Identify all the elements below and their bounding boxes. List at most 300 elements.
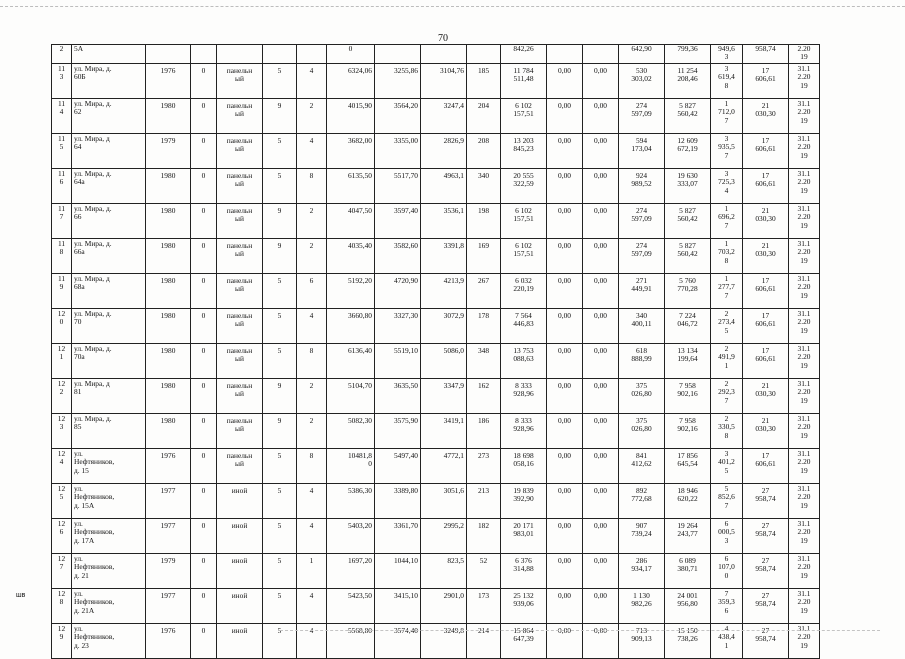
wall-material-cell: панельн ый [217, 168, 263, 203]
area-cell: 3419,1 [421, 413, 467, 448]
date-cell: 31.1 2.20 19 [789, 553, 820, 588]
cost-cell: 20 555 322,59 [501, 168, 547, 203]
residents-cell: 52 [467, 553, 501, 588]
value-cell: 1 130 982,26 [619, 588, 665, 623]
address-cell: ул. Мира, д. 70 [72, 308, 146, 343]
value-cell: 2 273,4 5 [711, 308, 743, 343]
table-cell [421, 45, 467, 64]
value-cell: 0,00 [547, 133, 583, 168]
wall-material-cell: панельн ый [217, 238, 263, 273]
value-cell: 7 224 046,72 [665, 308, 711, 343]
value-cell: 2 330,5 8 [711, 413, 743, 448]
address-cell: ул. Мира, д. 70а [72, 343, 146, 378]
area-cell: 3389,80 [375, 483, 421, 518]
entrances-cell: 8 [297, 448, 327, 483]
value-cell: 0,00 [583, 133, 619, 168]
table-row [52, 483, 820, 518]
area-cell: 5192,20 [327, 273, 375, 308]
value-cell: 5 760 770,28 [665, 273, 711, 308]
value-cell: 375 026,80 [619, 413, 665, 448]
value-cell: 19 630 333,07 [665, 168, 711, 203]
table-row [52, 553, 820, 588]
value-cell: 0,00 [583, 63, 619, 98]
date-cell: 31.1 2.20 19 [789, 273, 820, 308]
date-cell: 31.1 2.20 19 [789, 203, 820, 238]
area-cell: 3564,20 [375, 98, 421, 133]
row-number-cell: 11 8 [52, 238, 72, 273]
floors-cell: 9 [263, 238, 297, 273]
area-cell: 5086,0 [421, 343, 467, 378]
value-cell: 0,00 [547, 378, 583, 413]
address-cell: ул. Мира, д. 62 [72, 98, 146, 133]
value-cell: 7 958 902,16 [665, 413, 711, 448]
table-cell: 949,6 3 [711, 45, 743, 64]
value-cell: 0,00 [583, 483, 619, 518]
table-row [52, 203, 820, 238]
table-cell: 5А [72, 45, 146, 64]
scan-edge-bottom [280, 630, 880, 631]
value-cell: 0,00 [583, 413, 619, 448]
value-cell: 12 609 672,19 [665, 133, 711, 168]
address-cell: ул. Мира, д 68а [72, 273, 146, 308]
table-cell [467, 45, 501, 64]
year-cell: 1979 [146, 133, 191, 168]
value-cell: 2 491,9 1 [711, 343, 743, 378]
value-cell: 274 597,09 [619, 203, 665, 238]
table-cell: 0 [327, 45, 375, 64]
area-cell: 3574,40 [375, 623, 421, 658]
value-cell: 19 264 243,77 [665, 518, 711, 553]
value-cell: 27 958,74 [743, 483, 789, 518]
floors-cell: 5 [263, 518, 297, 553]
area-cell: 5423,50 [327, 588, 375, 623]
area-cell: 4963,1 [421, 168, 467, 203]
value-cell: 907 739,24 [619, 518, 665, 553]
value-cell: 7 359,3 6 [711, 588, 743, 623]
value-cell: 0,00 [583, 273, 619, 308]
table-cell: 799,36 [665, 45, 711, 64]
cost-cell: 15 864 647,39 [501, 623, 547, 658]
wall-material-cell: панельн ый [217, 133, 263, 168]
row-number-cell: 11 5 [52, 133, 72, 168]
table-cell [375, 45, 421, 64]
area-cell: 1697,20 [327, 553, 375, 588]
value-cell: 0,00 [547, 98, 583, 133]
cost-cell: 19 839 392,90 [501, 483, 547, 518]
wall-material-cell: панельн ый [217, 378, 263, 413]
wall-material-cell: панельн ый [217, 98, 263, 133]
area-cell: 3355,00 [375, 133, 421, 168]
year-cell: 1977 [146, 483, 191, 518]
area-cell: 3361,70 [375, 518, 421, 553]
value-cell: 0 [191, 168, 217, 203]
table-row [52, 168, 820, 203]
value-cell: 0 [191, 63, 217, 98]
row-number-cell: 12 9 [52, 623, 72, 658]
value-cell: 3 619,4 8 [711, 63, 743, 98]
area-cell: 5386,30 [327, 483, 375, 518]
address-cell: ул. Мира, д. 66 [72, 203, 146, 238]
value-cell: 11 254 208,46 [665, 63, 711, 98]
floors-cell: 5 [263, 343, 297, 378]
area-cell: 4720,90 [375, 273, 421, 308]
value-cell: 0 [191, 518, 217, 553]
residents-cell: 185 [467, 63, 501, 98]
year-cell: 1976 [146, 448, 191, 483]
floors-cell: 5 [263, 448, 297, 483]
cost-cell: 13 753 088,63 [501, 343, 547, 378]
address-cell: ул. Нефтяников, д. 21 [72, 553, 146, 588]
value-cell: 0,00 [547, 168, 583, 203]
address-cell: ул. Нефтяников, д. 21А [72, 588, 146, 623]
cost-cell: 6 102 157,51 [501, 238, 547, 273]
residents-cell: 348 [467, 343, 501, 378]
value-cell: 21 030,30 [743, 203, 789, 238]
value-cell: 1 696,2 7 [711, 203, 743, 238]
year-cell: 1980 [146, 413, 191, 448]
residents-cell: 169 [467, 238, 501, 273]
residents-cell: 214 [467, 623, 501, 658]
date-cell: 31.1 2.20 19 [789, 483, 820, 518]
value-cell: 17 606,61 [743, 168, 789, 203]
table-cell: 842,26 [501, 45, 547, 64]
entrances-cell: 4 [297, 63, 327, 98]
year-cell: 1980 [146, 308, 191, 343]
residents-cell: 198 [467, 203, 501, 238]
area-cell: 823,5 [421, 553, 467, 588]
page-number: 70 [438, 33, 448, 44]
table-row [52, 448, 820, 483]
residents-cell: 186 [467, 413, 501, 448]
value-cell: 21 030,30 [743, 98, 789, 133]
table-row [52, 308, 820, 343]
wall-material-cell: панельн ый [217, 63, 263, 98]
floors-cell: 9 [263, 378, 297, 413]
row-number-cell: 12 2 [52, 378, 72, 413]
address-cell: ул. Нефтяников, д. 15 [72, 448, 146, 483]
address-cell: ул. Нефтяников, д. 15А [72, 483, 146, 518]
table-cell: 958,74 [743, 45, 789, 64]
row-number-cell: 12 5 [52, 483, 72, 518]
value-cell: 3 401,2 5 [711, 448, 743, 483]
date-cell: 31.1 2.20 19 [789, 588, 820, 623]
floors-cell: 5 [263, 483, 297, 518]
table-row [52, 518, 820, 553]
table-cell [146, 45, 191, 64]
row-number-cell: 12 1 [52, 343, 72, 378]
value-cell: 0,00 [583, 238, 619, 273]
value-cell: 17 606,61 [743, 63, 789, 98]
value-cell: 271 449,91 [619, 273, 665, 308]
address-cell: ул. Мира, д 64 [72, 133, 146, 168]
residents-cell: 267 [467, 273, 501, 308]
value-cell: 0 [191, 413, 217, 448]
area-cell: 3682,00 [327, 133, 375, 168]
area-cell: 3104,76 [421, 63, 467, 98]
wall-material-cell: иной [217, 553, 263, 588]
area-cell: 3415,10 [375, 588, 421, 623]
value-cell: 17 606,61 [743, 133, 789, 168]
value-cell: 27 958,74 [743, 553, 789, 588]
date-cell: 31.1 2.20 19 [789, 623, 820, 658]
area-cell: 5104,70 [327, 378, 375, 413]
value-cell: 0,00 [583, 308, 619, 343]
entrances-cell: 8 [297, 343, 327, 378]
area-cell: 6324,06 [327, 63, 375, 98]
value-cell: 1 703,2 8 [711, 238, 743, 273]
area-cell: 3597,40 [375, 203, 421, 238]
value-cell: 0,00 [547, 273, 583, 308]
wall-material-cell: панельн ый [217, 203, 263, 238]
value-cell: 5 827 560,42 [665, 203, 711, 238]
cost-cell: 6 102 157,51 [501, 98, 547, 133]
cost-cell: 8 333 928,96 [501, 378, 547, 413]
area-cell: 5517,70 [375, 168, 421, 203]
cost-cell: 7 564 446,83 [501, 308, 547, 343]
year-cell: 1980 [146, 238, 191, 273]
area-cell: 4015,90 [327, 98, 375, 133]
entrances-cell: 2 [297, 203, 327, 238]
area-cell: 10481,8 0 [327, 448, 375, 483]
residents-cell: 173 [467, 588, 501, 623]
value-cell: 6 107,0 0 [711, 553, 743, 588]
entrances-cell: 4 [297, 588, 327, 623]
entrances-cell: 4 [297, 308, 327, 343]
value-cell: 618 888,99 [619, 343, 665, 378]
entrances-cell: 2 [297, 413, 327, 448]
value-cell: 0 [191, 448, 217, 483]
area-cell: 6135,50 [327, 168, 375, 203]
floors-cell: 5 [263, 63, 297, 98]
value-cell: 18 946 620,22 [665, 483, 711, 518]
year-cell: 1976 [146, 63, 191, 98]
area-cell: 3660,80 [327, 308, 375, 343]
table-row [52, 63, 820, 98]
address-cell: ул. Нефтяников, д. 17А [72, 518, 146, 553]
value-cell: 0 [191, 378, 217, 413]
entrances-cell: 2 [297, 378, 327, 413]
year-cell: 1977 [146, 518, 191, 553]
table-cell: 642,90 [619, 45, 665, 64]
value-cell: 5 852,6 7 [711, 483, 743, 518]
value-cell: 0,00 [547, 63, 583, 98]
value-cell: 15 150 738,26 [665, 623, 711, 658]
value-cell: 0 [191, 308, 217, 343]
value-cell: 0 [191, 483, 217, 518]
value-cell: 0 [191, 98, 217, 133]
area-cell: 5403,20 [327, 518, 375, 553]
area-cell: 3582,60 [375, 238, 421, 273]
floors-cell: 5 [263, 588, 297, 623]
area-cell: 4772,1 [421, 448, 467, 483]
entrances-cell: 1 [297, 553, 327, 588]
wall-material-cell: иной [217, 483, 263, 518]
table-row [52, 273, 820, 308]
date-cell: 31.1 2.20 19 [789, 238, 820, 273]
year-cell: 1980 [146, 273, 191, 308]
entrances-cell: 8 [297, 168, 327, 203]
year-cell: 1980 [146, 378, 191, 413]
value-cell: 0 [191, 588, 217, 623]
table-cell [191, 45, 217, 64]
floors-cell: 9 [263, 413, 297, 448]
entrances-cell: 6 [297, 273, 327, 308]
value-cell: 5 827 560,42 [665, 98, 711, 133]
floors-cell: 5 [263, 553, 297, 588]
year-cell: 1980 [146, 343, 191, 378]
value-cell: 0,00 [547, 553, 583, 588]
value-cell: 892 772,68 [619, 483, 665, 518]
date-cell: 31.1 2.20 19 [789, 343, 820, 378]
value-cell: 2 292,3 7 [711, 378, 743, 413]
value-cell: 21 030,30 [743, 238, 789, 273]
year-cell: 1980 [146, 203, 191, 238]
date-cell: 31.1 2.20 19 [789, 133, 820, 168]
table-cell [297, 45, 327, 64]
area-cell: 5519,10 [375, 343, 421, 378]
year-cell: 1980 [146, 168, 191, 203]
table-cell [547, 45, 583, 64]
cost-cell: 13 203 845,23 [501, 133, 547, 168]
table-row [52, 45, 820, 64]
area-cell: 4047,50 [327, 203, 375, 238]
value-cell: 0 [191, 623, 217, 658]
value-cell: 594 173,04 [619, 133, 665, 168]
date-cell: 31.1 2.20 19 [789, 168, 820, 203]
cost-cell: 6 376 314,88 [501, 553, 547, 588]
value-cell: 0,00 [583, 588, 619, 623]
value-cell: 0,00 [583, 98, 619, 133]
value-cell: 841 412,62 [619, 448, 665, 483]
residents-cell: 213 [467, 483, 501, 518]
wall-material-cell: панельн ый [217, 448, 263, 483]
table-row [52, 378, 820, 413]
area-cell: 4213,9 [421, 273, 467, 308]
cost-cell: 6 102 157,51 [501, 203, 547, 238]
floors-cell: 5 [263, 273, 297, 308]
row-number-cell: 12 3 [52, 413, 72, 448]
area-cell: 6136,40 [327, 343, 375, 378]
address-cell: ул. Мира, д 81 [72, 378, 146, 413]
value-cell: 713 909,13 [619, 623, 665, 658]
value-cell: 4 438,4 1 [711, 623, 743, 658]
value-cell: 17 856 645,54 [665, 448, 711, 483]
value-cell: 0,00 [547, 343, 583, 378]
floors-cell: 9 [263, 203, 297, 238]
table-cell [263, 45, 297, 64]
address-cell: ул. Мира, д. 60Б [72, 63, 146, 98]
cost-cell: 11 784 511,48 [501, 63, 547, 98]
address-cell: ул. Нефтяников, д. 23 [72, 623, 146, 658]
area-cell: 1044,10 [375, 553, 421, 588]
value-cell: 6 000,5 3 [711, 518, 743, 553]
value-cell: 1 712,0 7 [711, 98, 743, 133]
row-number-cell: 11 6 [52, 168, 72, 203]
value-cell: 0,00 [547, 588, 583, 623]
value-cell: 6 089 380,71 [665, 553, 711, 588]
row-number-cell: 12 6 [52, 518, 72, 553]
value-cell: 27 958,74 [743, 518, 789, 553]
value-cell: 0,00 [583, 553, 619, 588]
value-cell: 21 030,30 [743, 378, 789, 413]
row-number-cell: 12 0 [52, 308, 72, 343]
value-cell: 1 277,7 7 [711, 273, 743, 308]
cost-cell: 25 132 939,06 [501, 588, 547, 623]
floors-cell: 5 [263, 133, 297, 168]
value-cell: 3 725,3 4 [711, 168, 743, 203]
entrances-cell: 4 [297, 623, 327, 658]
value-cell: 0 [191, 203, 217, 238]
floors-cell: 9 [263, 98, 297, 133]
residents-cell: 182 [467, 518, 501, 553]
value-cell: 0,00 [547, 623, 583, 658]
table-cell: 2 [52, 45, 72, 64]
entrances-cell: 2 [297, 238, 327, 273]
year-cell: 1979 [146, 553, 191, 588]
value-cell: 375 026,80 [619, 378, 665, 413]
value-cell: 17 606,61 [743, 308, 789, 343]
cost-cell: 20 171 983,01 [501, 518, 547, 553]
table-cell: 2.20 19 [789, 45, 820, 64]
area-cell: 3327,30 [375, 308, 421, 343]
value-cell: 0,00 [547, 448, 583, 483]
value-cell: 530 303,02 [619, 63, 665, 98]
residents-cell: 273 [467, 448, 501, 483]
value-cell: 0,00 [583, 168, 619, 203]
value-cell: 0 [191, 553, 217, 588]
table-row [52, 98, 820, 133]
date-cell: 31.1 2.20 19 [789, 378, 820, 413]
floors-cell: 5 [263, 308, 297, 343]
value-cell: 0,00 [583, 623, 619, 658]
value-cell: 0,00 [583, 378, 619, 413]
value-cell: 27 958,74 [743, 588, 789, 623]
table-cell [217, 45, 263, 64]
value-cell: 340 400,11 [619, 308, 665, 343]
area-cell: 2995,2 [421, 518, 467, 553]
value-cell: 0,00 [547, 518, 583, 553]
cost-cell: 6 032 220,19 [501, 273, 547, 308]
scan-edge-top [0, 6, 905, 7]
area-cell: 3247,4 [421, 98, 467, 133]
table-row [52, 588, 820, 623]
value-cell: 0 [191, 273, 217, 308]
value-cell: 5 827 560,42 [665, 238, 711, 273]
year-cell: 1980 [146, 98, 191, 133]
value-cell: 0,00 [547, 483, 583, 518]
value-cell: 274 597,09 [619, 238, 665, 273]
area-cell: 2901,0 [421, 588, 467, 623]
value-cell: 17 606,61 [743, 448, 789, 483]
date-cell: 31.1 2.20 19 [789, 413, 820, 448]
value-cell: 17 606,61 [743, 343, 789, 378]
value-cell: 0,00 [583, 518, 619, 553]
area-cell: 2826,9 [421, 133, 467, 168]
footer-mark: шв [16, 592, 26, 599]
residents-cell: 340 [467, 168, 501, 203]
wall-material-cell: панельн ый [217, 273, 263, 308]
value-cell: 0 [191, 133, 217, 168]
year-cell: 1976 [146, 623, 191, 658]
value-cell: 0,00 [583, 448, 619, 483]
area-cell: 4035,40 [327, 238, 375, 273]
value-cell: 7 958 902,16 [665, 378, 711, 413]
address-cell: ул. Мира, д. 66а [72, 238, 146, 273]
row-number-cell: 12 4 [52, 448, 72, 483]
value-cell: 0,00 [547, 308, 583, 343]
date-cell: 31.1 2.20 19 [789, 63, 820, 98]
floors-cell: 5 [263, 623, 297, 658]
